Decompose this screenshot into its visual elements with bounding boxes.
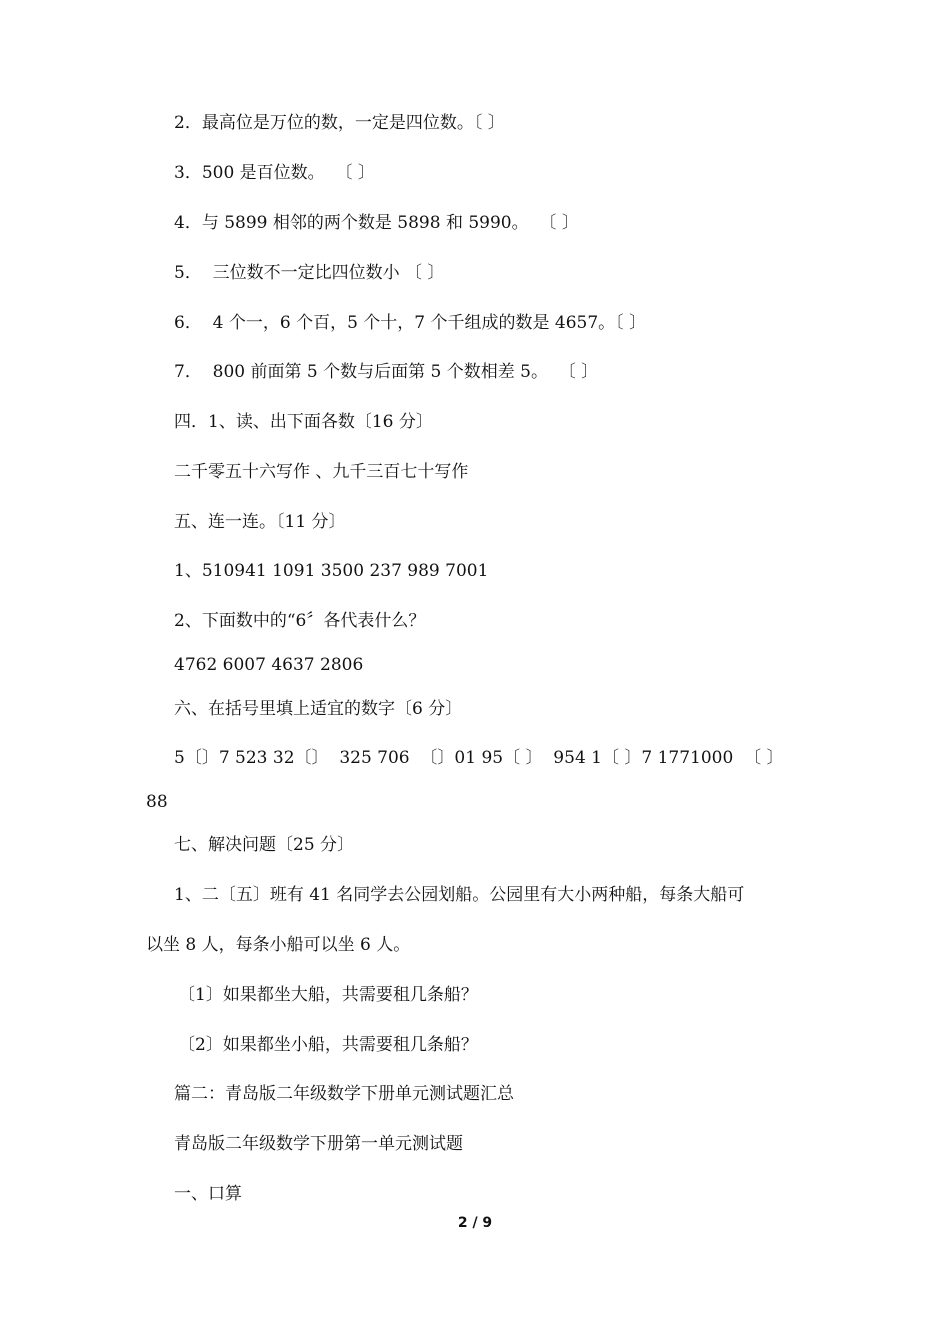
fill-in-digits-continuation: 88 bbox=[146, 792, 168, 812]
reading-exercise: 二千零五十六写作 、九千三百七十写作 bbox=[174, 462, 469, 482]
fill-in-digits-line: 5〔〕7 523 32〔〕 325 706 〔〕01 95〔 〕 954 1〔 〕7 1771000 〔 〕 bbox=[174, 748, 784, 768]
word-problem-line-1: 1、二〔五〕班有 41 名同学去公园划船。公园里有大小两种船，每条大船可 bbox=[174, 885, 745, 905]
section-heading-5: 五、连一连。〔11 分〕 bbox=[174, 512, 346, 532]
digit-meaning-question: 2、下面数中的“6〞各代表什么？ bbox=[174, 611, 426, 631]
section-heading-4: 四．1、读、出下面各数〔16 分〕 bbox=[174, 412, 433, 432]
question-line-6: 6． 4 个一，6 个百，5 个十，7 个千组成的数是 4657。〔 〕 bbox=[174, 313, 647, 333]
chapter-title: 篇二：青岛版二年级数学下册单元测试题汇总 bbox=[174, 1084, 514, 1104]
question-line-5: 5． 三位数不一定比四位数小 〔 〕 bbox=[174, 263, 445, 283]
question-line-7: 7． 800 前面第 5 个数与后面第 5 个数相差 5。 〔 〕 bbox=[174, 362, 599, 382]
digit-meaning-numbers: 4762 6007 4637 2806 bbox=[174, 655, 364, 675]
section-heading-7: 七、解决问题〔25 分〕 bbox=[174, 835, 355, 855]
section-heading-6: 六、在括号里填上适宜的数字〔6 分〕 bbox=[174, 699, 463, 719]
matching-numbers: 1、510941 1091 3500 237 989 7001 bbox=[174, 561, 489, 581]
section-heading-1: 一、口算 bbox=[174, 1184, 242, 1204]
word-problem-subquestion-2: 〔2〕如果都坐小船，共需要租几条船？ bbox=[178, 1035, 478, 1055]
unit-test-title: 青岛版二年级数学下册第一单元测试题 bbox=[174, 1134, 463, 1154]
question-line-2: 2．最高位是万位的数，一定是四位数。〔 〕 bbox=[174, 113, 505, 133]
word-problem-subquestion-1: 〔1〕如果都坐大船，共需要租几条船？ bbox=[178, 985, 478, 1005]
question-line-3: 3．500 是百位数。 〔 〕 bbox=[174, 163, 375, 183]
question-line-4: 4．与 5899 相邻的两个数是 5898 和 5990。 〔 〕 bbox=[174, 213, 579, 233]
word-problem-line-2: 以坐 8 人，每条小船可以坐 6 人。 bbox=[146, 935, 411, 955]
page-number: 2 / 9 bbox=[457, 1215, 493, 1231]
